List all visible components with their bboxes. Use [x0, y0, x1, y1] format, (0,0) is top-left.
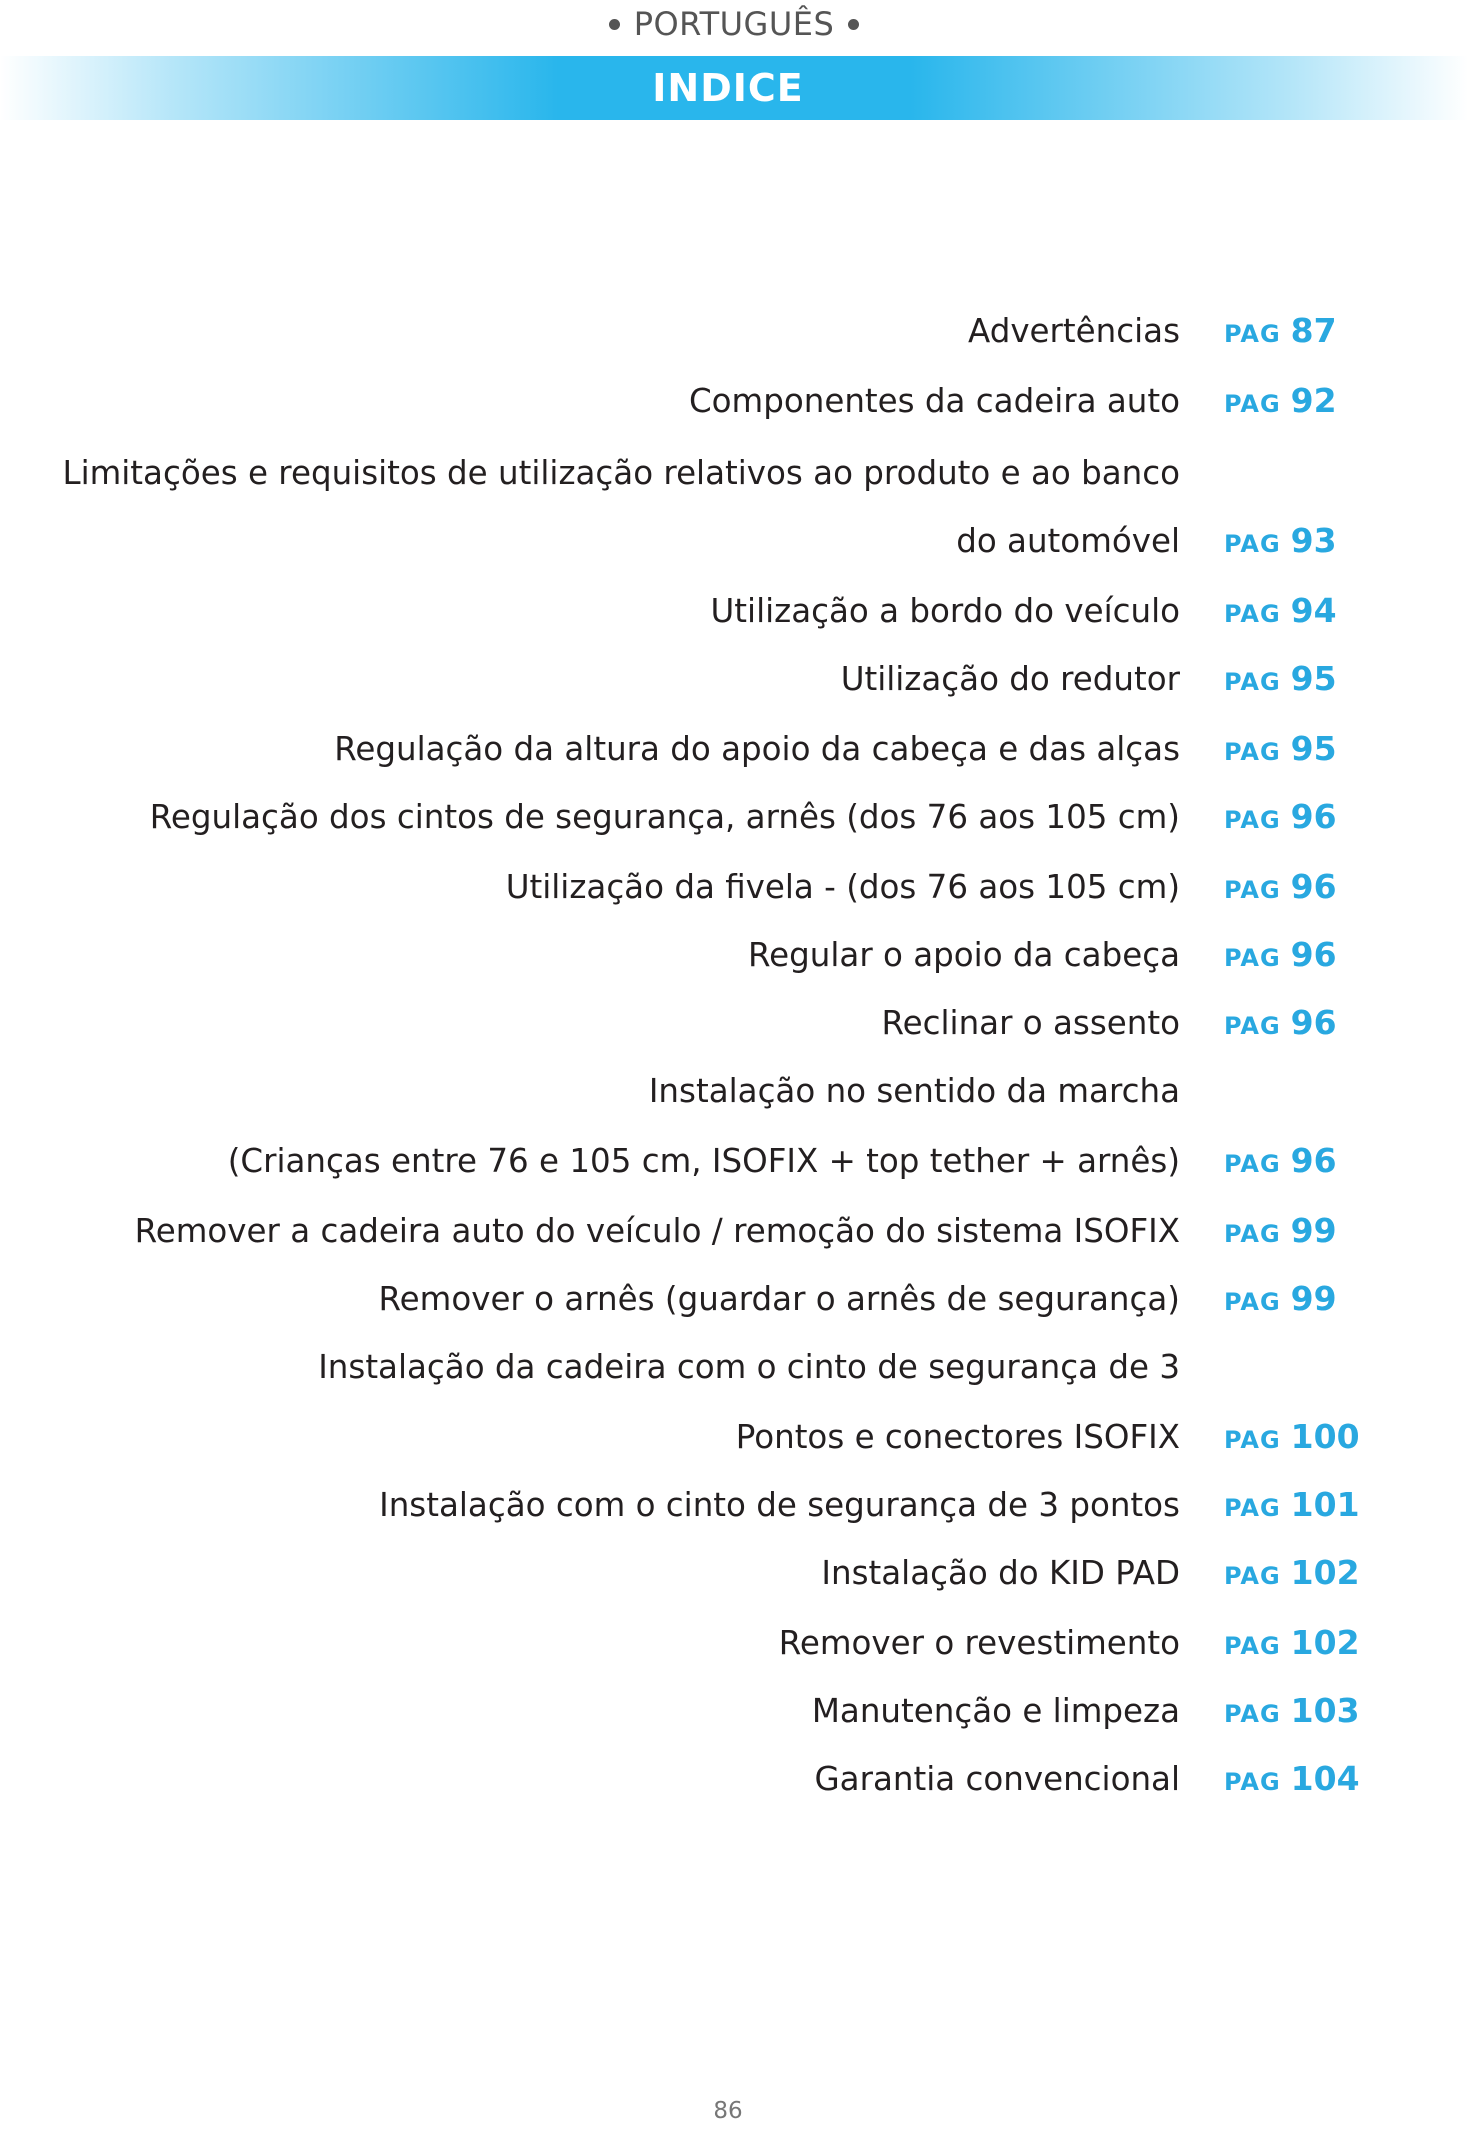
toc-entry — [0, 1412, 1468, 1462]
toc-entry-label: Utilização a bordo do veículo — [710, 592, 1180, 630]
toc-page-number: 87 — [1290, 311, 1337, 350]
toc-page-prefix: PAG — [1224, 1562, 1281, 1590]
toc-entry-label: Regulação da altura do apoio da cabeça e das alças — [334, 730, 1180, 768]
toc-entry-page — [1224, 1274, 1337, 1324]
toc-page-prefix: PAG — [1224, 668, 1281, 696]
toc-page-number: 99 — [1290, 1211, 1337, 1250]
toc-entry-label: Remover o arnês (guardar o arnês de segurança) — [378, 1280, 1180, 1318]
toc-entry-label: Limitações e requisitos de utilização relativos ao produto e ao banco — [62, 454, 1180, 492]
toc-entry — [0, 1274, 1468, 1324]
toc-page-prefix: PAG — [1224, 390, 1281, 418]
toc-page-number: 103 — [1290, 1691, 1360, 1730]
toc-page-number: 101 — [1290, 1485, 1360, 1524]
toc-page-number: 95 — [1290, 659, 1337, 698]
toc-entry — [0, 654, 1468, 704]
toc-page-number: 102 — [1290, 1623, 1360, 1662]
toc-page-number: 99 — [1290, 1279, 1337, 1318]
toc-page-number: 95 — [1290, 729, 1337, 768]
toc-page-prefix: PAG — [1224, 600, 1281, 628]
toc-entry-label: Instalação no sentido da marcha — [648, 1072, 1180, 1110]
toc-page-number: 102 — [1290, 1553, 1360, 1592]
toc-entry — [0, 376, 1468, 426]
toc-entry — [0, 930, 1468, 980]
toc-entry-page — [1224, 376, 1337, 426]
toc-entry-label: Pontos e conectores ISOFIX — [735, 1418, 1180, 1456]
toc-entry-page — [1224, 724, 1337, 774]
toc-entry-label: Instalação da cadeira com o cinto de segurança de 3 — [318, 1348, 1180, 1386]
toc-page-prefix: PAG — [1224, 1426, 1281, 1454]
toc-entry-page — [1224, 516, 1337, 566]
toc-page-prefix: PAG — [1224, 320, 1281, 348]
toc-entry-label: Manutenção e limpeza — [811, 1692, 1180, 1730]
toc-entry — [0, 1618, 1468, 1668]
toc-entry-page — [1224, 1754, 1360, 1804]
toc-page-prefix: PAG — [1224, 944, 1281, 972]
toc-entry-page — [1224, 1686, 1360, 1736]
toc-entry-label: Remover a cadeira auto do veículo / remoção do sistema ISOFIX — [134, 1212, 1180, 1250]
toc-page-prefix: PAG — [1224, 1768, 1281, 1796]
toc-entry-label: Instalação do KID PAD — [821, 1554, 1180, 1592]
toc-entry-page — [1224, 1480, 1360, 1530]
toc-entry — [0, 1548, 1468, 1598]
toc-page-number: 96 — [1290, 1003, 1337, 1042]
toc-entry-page — [1224, 654, 1337, 704]
toc-entry-label: Garantia convencional — [814, 1760, 1180, 1798]
toc-page-number: 96 — [1290, 935, 1337, 974]
toc-entry — [0, 586, 1468, 636]
toc-entry-page — [1224, 792, 1337, 842]
toc-entry — [0, 516, 1468, 566]
toc-entry-label: Componentes da cadeira auto — [688, 382, 1180, 420]
toc-entry-page — [1224, 998, 1337, 1048]
toc-entry-page — [1224, 862, 1337, 912]
toc-page-prefix: PAG — [1224, 1632, 1281, 1660]
toc-page-prefix: PAG — [1224, 1012, 1281, 1040]
toc-entry-label: Reclinar o assento — [881, 1004, 1180, 1042]
toc-entry — [0, 1754, 1468, 1804]
toc-entry-label: Utilização do redutor — [840, 660, 1180, 698]
toc-page-prefix: PAG — [1224, 1150, 1281, 1178]
toc-page-prefix: PAG — [1224, 738, 1281, 766]
toc-entry-page — [1224, 1412, 1360, 1462]
toc-entry-label: do automóvel — [956, 522, 1180, 560]
toc-page-number: 93 — [1290, 521, 1337, 560]
toc-entry — [0, 1206, 1468, 1256]
toc-entry — [0, 862, 1468, 912]
toc-entry-page — [1224, 1136, 1337, 1186]
toc-entry — [0, 1342, 1468, 1392]
toc-entry-label: Advertências — [968, 312, 1180, 350]
toc-page-prefix: PAG — [1224, 1220, 1281, 1248]
toc-page-number: 96 — [1290, 1141, 1337, 1180]
toc-entry — [0, 1066, 1468, 1116]
toc-entry-page — [1224, 1618, 1360, 1668]
page-title: INDICE — [652, 66, 804, 110]
toc-entry-label: Regulação dos cintos de segurança, arnês (dos 76 aos 105 cm) — [149, 798, 1180, 836]
toc-entry-label: Utilização da fivela - (dos 76 aos 105 cm) — [505, 868, 1180, 906]
toc-page-number: 100 — [1290, 1417, 1360, 1456]
toc-entry — [0, 998, 1468, 1048]
toc-page-number: 94 — [1290, 591, 1337, 630]
toc-entry-page — [1224, 586, 1337, 636]
toc-entry-page — [1224, 1548, 1360, 1598]
toc-page-number: 104 — [1290, 1759, 1360, 1798]
toc-page-prefix: PAG — [1224, 876, 1281, 904]
toc-entry-label: Remover o revestimento — [778, 1624, 1180, 1662]
toc-entry — [0, 1136, 1468, 1186]
toc-entry-label: Instalação com o cinto de segurança de 3 pontos — [379, 1486, 1180, 1524]
toc-page-number: 96 — [1290, 797, 1337, 836]
toc-page-prefix: PAG — [1224, 806, 1281, 834]
toc-entry-label: Regular o apoio da cabeça — [748, 936, 1180, 974]
toc-entry — [0, 792, 1468, 842]
toc-entry — [0, 306, 1468, 356]
toc-entry-page — [1224, 930, 1337, 980]
toc-entry-page — [1224, 1206, 1337, 1256]
toc-page-number: 96 — [1290, 867, 1337, 906]
toc-entry-page — [1224, 306, 1337, 356]
toc-page-prefix: PAG — [1224, 1288, 1281, 1316]
toc-page-prefix: PAG — [1224, 1700, 1281, 1728]
toc-entry — [0, 1686, 1468, 1736]
toc-page-prefix: PAG — [1224, 1494, 1281, 1522]
toc-page-number: 92 — [1290, 381, 1337, 420]
toc-page-prefix: PAG — [1224, 530, 1281, 558]
toc-entry — [0, 448, 1468, 498]
toc-entry-label: (Crianças entre 76 e 105 cm, ISOFIX + top tether + arnês) — [227, 1142, 1180, 1180]
page-number: 86 — [713, 2098, 743, 2124]
toc-entry — [0, 1480, 1468, 1530]
toc-entry — [0, 724, 1468, 774]
language-label: PORTUGUÊS — [633, 5, 835, 43]
